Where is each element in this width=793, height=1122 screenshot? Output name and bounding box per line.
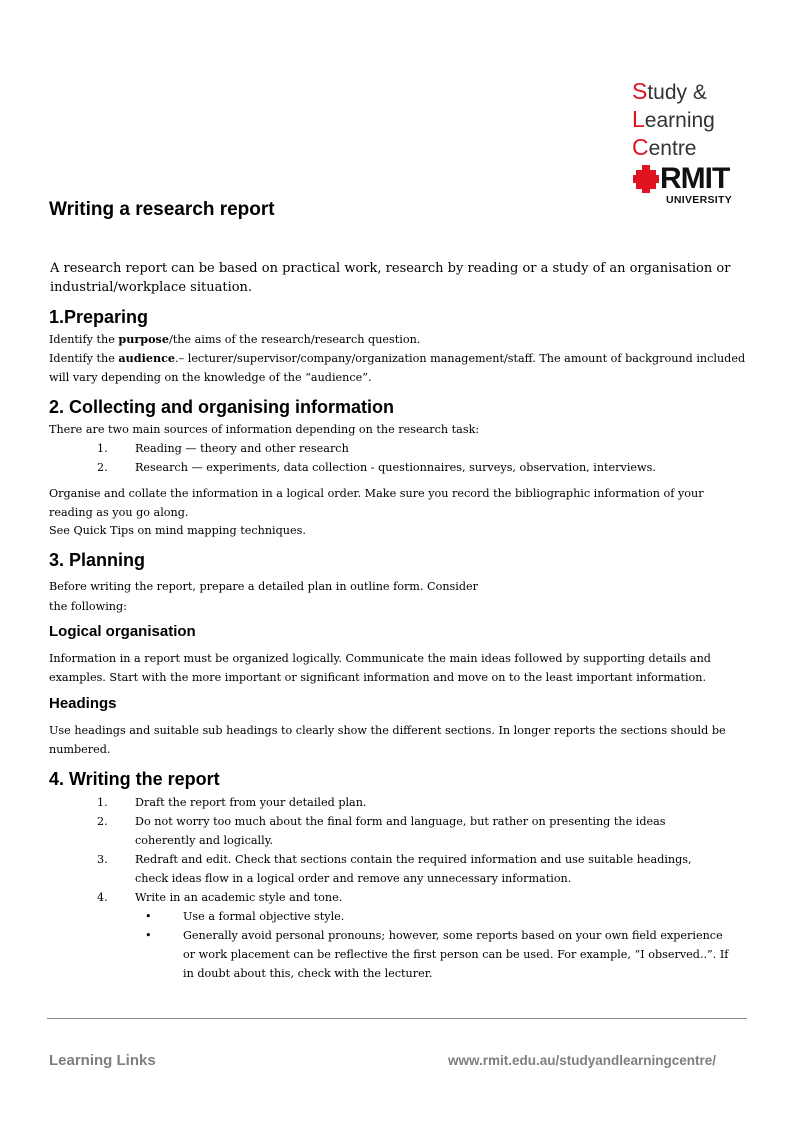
list-item: 1. Draft the report from your detailed plan. [97,796,367,809]
preparing-purpose-line: Identify the purpose/the aims of the research/research question. [49,332,421,346]
intro-paragraph: A research report can be based on practical work, research by reading or a study of an organisation or industrial/workplace situation. [50,261,731,295]
subheading-logical-organisation: Logical organisation [49,623,196,640]
list-item: 2. Do not worry too much about the final form and language, but rather on presenting the ideas coherently and logically. [97,815,666,847]
logical-organisation-text: Information in a report must be organized logically. Communicate the main ideas followed by supporting details and examples. Start with the more important or significant information and move on to the least important information. [49,652,711,684]
collecting-intro: There are two main sources of information depending on the research task: [49,423,480,436]
section-heading-preparing: 1.Preparing [49,307,149,327]
planning-line1: Before writing the report, prepare a detailed plan in outline form. Consider [49,580,478,593]
section-heading-planning: 3. Planning [49,550,146,570]
university-text: UNIVERSITY [666,194,733,206]
writing-steps-list [49,793,749,983]
section-heading-collecting: 2. Collecting and organising information [49,397,395,417]
rmit-wordmark [632,162,752,206]
footer-learning-links: Learning Links [49,1052,156,1069]
collecting-list [49,439,749,477]
footer-divider [47,1018,747,1019]
planning-line2: the following: [49,600,127,613]
page-title: Writing a research report [49,199,275,220]
subheading-headings: Headings [49,695,117,712]
list-item: 3. Redraft and edit. Check that sections contain the required information and use suitable headings, check ideas flow in a logical order and remove any unnecessary information. [97,853,692,885]
logo-line-learning: Learning [632,106,715,132]
rmit-text: RMIT [660,162,730,195]
slc-rmit-logo [632,78,752,210]
collecting-para-quicktips: See Quick Tips on mind mapping techniques. [49,524,306,537]
writing-style-bullets [135,907,749,983]
bullet-item: • Generally avoid personal pronouns; however, some reports based on your own field experience or work placement can be reflective the first person can be used. For example, “I observed..”. If in doubt about this, check with the lecturer. [145,929,729,980]
list-item: 4. Write in an academic style and tone. • Use a formal objective style. • Generally avoid personal pronouns; however, some reports based on your own field experience or work placement can be reflective the first person can be used. For example, “I observed..”. If in doubt about this, check with the lecturer. [49,888,749,983]
section-heading-writing: 4. Writing the report [49,769,220,789]
bullet-item: • Use a formal objective style. [145,910,345,923]
logo-line-study: Study & [632,78,707,104]
preparing-audience-line: Identify the audience.– lecturer/supervisor/company/organization management/staff. The amount of background included will vary depending on the knowledge of the “audience”. [49,351,746,384]
list-item: 2. Research — experiments, data collection - questionnaires, surveys, observation, interviews. [97,461,656,474]
logo-line-centre: Centre [632,134,697,160]
rmit-pixel-icon [632,164,660,194]
footer-url-link[interactable]: www.rmit.edu.au/studyandlearningcentre/ [448,1053,717,1068]
collecting-para-organise: Organise and collate the information in a logical order. Make sure you record the bibliographic information of your reading as you go along. [49,487,704,519]
headings-text: Use headings and suitable sub headings to clearly show the different sections. In longer reports the sections should be numbered. [49,724,726,756]
list-item: 1. Reading — theory and other research [97,442,349,455]
